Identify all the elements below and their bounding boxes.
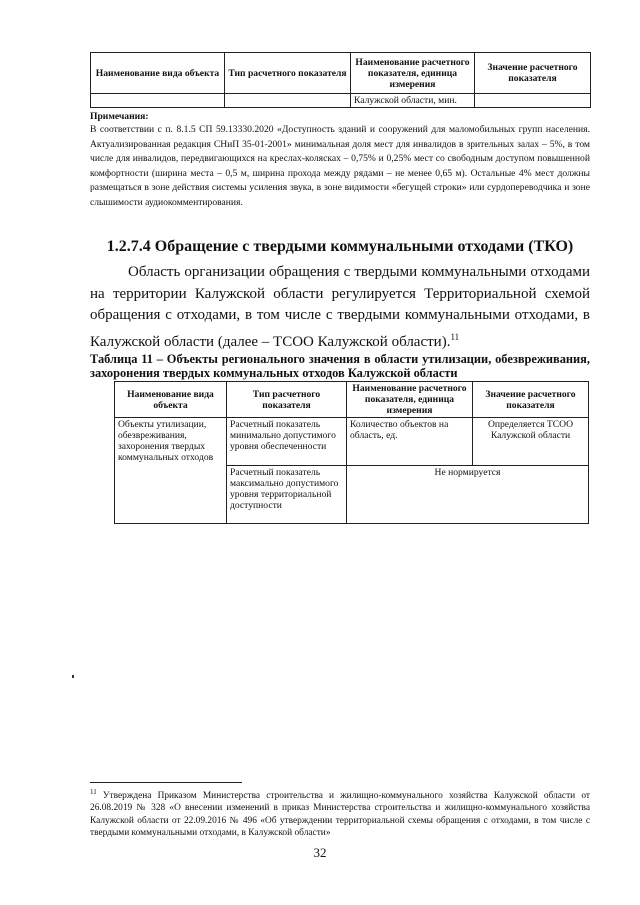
- t11-header-indicator: Наименование расчетного показателя, единица измерения: [347, 382, 473, 418]
- table-11: [114, 381, 589, 524]
- section-heading: 1.2.7.4 Обращение с твердыми коммунальными отходами (ТКО): [106, 238, 574, 255]
- notes-text: В соответствии с п. 8.1.5 СП 59.13330.2020 «Доступность зданий и сооружений для маломобильных групп населения. Актуализированная редакция СНиП 35-01-2001» минимальная доля мест для инвалидов в зрительных залах – 5%, в том числе для инвалидов, передвигающихся на креслах-колясках – 0,75% и 0,25% мест со свободным доступом повышенной комфортности (ширина места – 0,5 м, ширина прохода между рядами – не менее 0,65 м). Остальные 4% мест должны размещаться в зоне действия системы усиления звука, в зоне видимости «бегущей строки» или сурдопереводчика и зоне слышимости аудиокомментирования.: [90, 124, 590, 208]
- page-number: 32: [313, 845, 327, 860]
- t11-row2-type: Расчетный показатель максимально допустимого уровня территориальной доступности: [227, 466, 347, 524]
- t11-row1-type: Расчетный показатель минимально допустимого уровня обеспеченности: [227, 418, 347, 466]
- footnote-number: 11: [90, 788, 97, 796]
- t11-header-value: Значение расчетного показателя: [473, 382, 589, 418]
- t11-object-name: Объекты утилизации, обезвреживания, захоронения твердых коммунальных отходов: [115, 418, 227, 524]
- scan-mark: [72, 675, 74, 678]
- footnote: [90, 786, 590, 839]
- footnote-ref: 11: [450, 331, 460, 342]
- section-paragraph: [90, 262, 590, 353]
- paragraph-text: Область организации обращения с твердыми коммунальными отходами на территории Калужской области регулируется Территориальной схемой обращения с отходами, в том числе с твердыми коммунальными отходами, в Калужской области (далее – ТСОО Калужской области).: [90, 264, 590, 350]
- top-cell-empty: [225, 94, 351, 108]
- top-cell-continuation: Калужской области, мин.: [351, 94, 475, 108]
- t11-row2-value: Не нормируется: [347, 466, 589, 524]
- top-header-object: Наименование вида объекта: [91, 53, 225, 94]
- top-cell-empty: [475, 94, 591, 108]
- top-header-value: Значение расчетного показателя: [475, 53, 591, 94]
- table-caption: Таблица 11 – Объекты регионального значения в области утилизации, обезвреживания, захоронения твердых коммунальных отходов Калужской области: [90, 352, 590, 380]
- footnote-separator: [90, 782, 242, 783]
- footnote-text: Утверждена Приказом Министерства строительства и жилищно-коммунального хозяйства Калужской области от 26.08.2019 № 328 «О внесении изменений в приказ Министерства строительства и жилищно-коммунального хозяйства Калужской области от 22.09.2016 № 496 «Об утверждении территориальной схемы обращения с отходами, в том числе с твердыми коммунальными отходами, в Калужской области»: [90, 791, 590, 839]
- t11-header-type: Тип расчетного показателя: [227, 382, 347, 418]
- top-cell-empty: [91, 94, 225, 108]
- t11-row1-indicator: Количество объектов на область, ед.: [347, 418, 473, 466]
- top-header-type: Тип расчетного показателя: [225, 53, 351, 94]
- t11-header-object: Наименование вида объекта: [115, 382, 227, 418]
- t11-row1-value: Определяется ТСОО Калужской области: [473, 418, 589, 466]
- top-header-indicator: Наименование расчетного показателя, единица измерения: [351, 53, 475, 94]
- notes-title: Примечания:: [90, 111, 149, 122]
- top-table: [90, 52, 591, 108]
